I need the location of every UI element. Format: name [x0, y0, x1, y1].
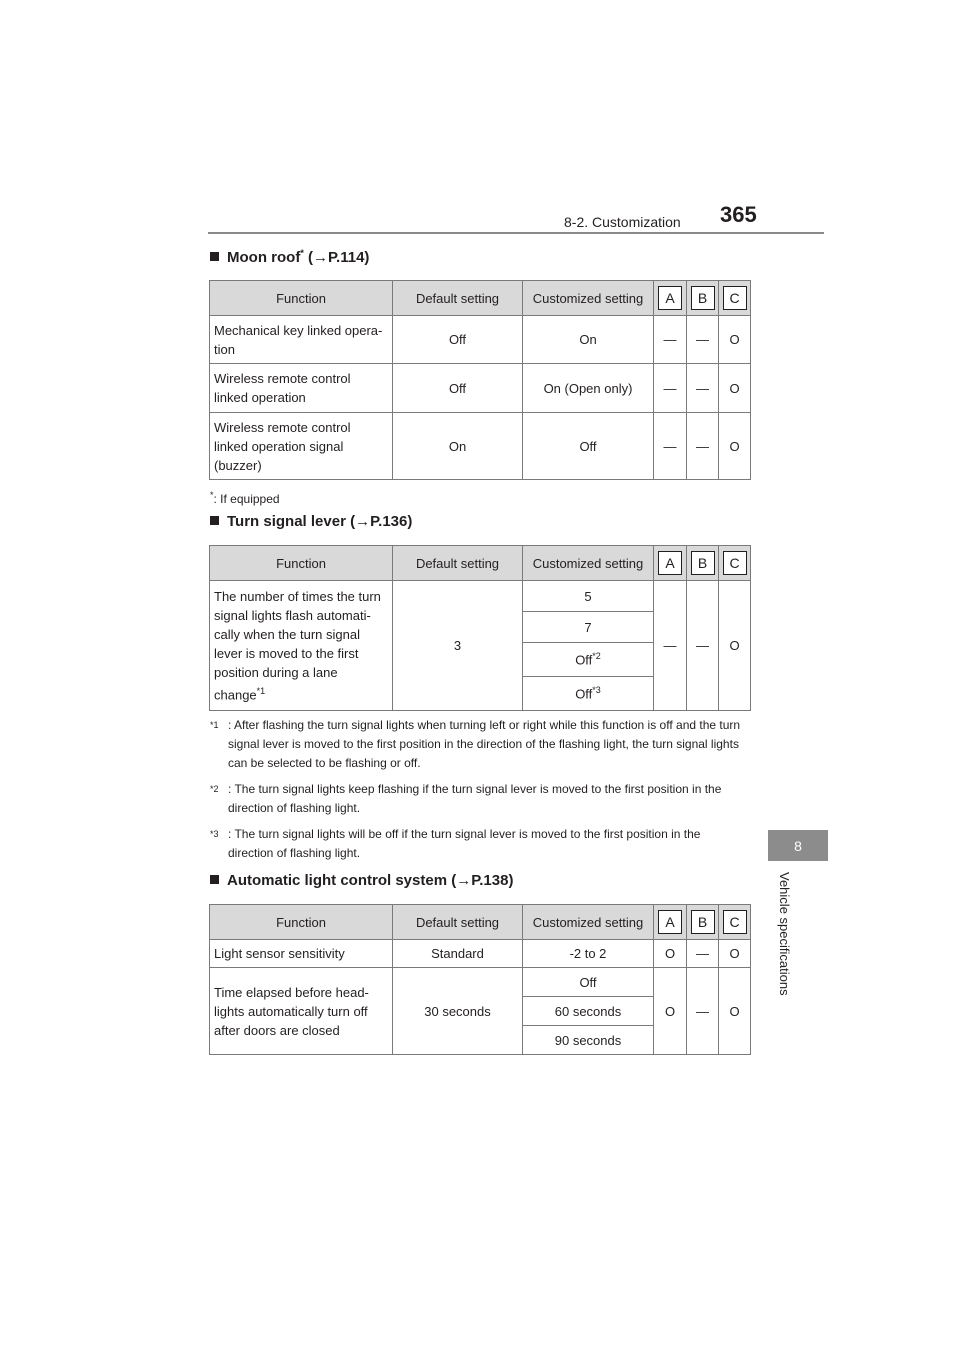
- turn-signal-footnote-3: [210, 825, 750, 863]
- default-cell: Off: [393, 364, 523, 413]
- auto-light-table: [209, 904, 751, 1055]
- customized-cell: On: [523, 316, 654, 364]
- footnote-mark: *3: [210, 829, 219, 839]
- footnote-text: : If equipped: [213, 492, 280, 506]
- footnote-text: : The turn signal lights will be off if the turn signal lever is moved to the first position in the direction of flashing light.: [228, 827, 701, 860]
- b-cell: —: [687, 968, 719, 1055]
- auto-light-title[interactable]: Automatic light control system (→P.138): [227, 872, 514, 889]
- badge-b-icon: B: [691, 551, 715, 575]
- turn-signal-footnote-1: [210, 716, 750, 773]
- function-cell: Light sensor sensitivity: [210, 940, 393, 968]
- badge-a-icon: A: [658, 551, 682, 575]
- moon-roof-title-mark: *: [300, 248, 304, 258]
- function-mark: *1: [256, 685, 266, 696]
- turn-signal-heading: [210, 513, 412, 530]
- header-rule: [208, 232, 824, 234]
- c-header: [719, 546, 751, 581]
- footnote-text: : After flashing the turn signal lights when turning left or right while this function is off and the turn signal lever is moved to the first position in the direction of the flashing light, the turn signal lights can be selected to be flashing or off.: [228, 718, 741, 770]
- b-cell: —: [687, 316, 719, 364]
- b-cell: —: [687, 581, 719, 711]
- a-cell: —: [654, 581, 687, 711]
- table-row: [210, 968, 751, 997]
- table-row: [210, 581, 751, 612]
- option-mark: *3: [592, 685, 601, 696]
- a-header: [654, 546, 687, 581]
- chapter-label: Vehicle specifications: [777, 872, 792, 996]
- c-cell: O: [719, 364, 751, 413]
- default-header: Default setting: [393, 905, 523, 940]
- c-cell: O: [719, 413, 751, 480]
- function-cell: Wireless remote control linked operation: [210, 364, 393, 413]
- moon-roof-footnote: [210, 486, 750, 509]
- function-header: Function: [210, 905, 393, 940]
- chapter-number: 8: [794, 837, 802, 854]
- badge-a-icon: A: [658, 910, 682, 934]
- footnote-mark: *: [210, 490, 214, 500]
- badge-a-icon: A: [658, 286, 682, 310]
- table-row: [210, 316, 751, 364]
- table-row: [210, 940, 751, 968]
- customized-cell: -2 to 2: [523, 940, 654, 968]
- c-cell: O: [719, 581, 751, 711]
- moon-roof-table: [209, 280, 751, 480]
- badge-c-icon: C: [723, 551, 747, 575]
- function-header: Function: [210, 281, 393, 316]
- function-header: Function: [210, 546, 393, 581]
- footnote-text: : The turn signal lights keep flashing if the turn signal lever is moved to the first position in the direction of flashing light.: [228, 782, 722, 815]
- customized-cell: 90 seconds: [523, 1026, 654, 1055]
- table-header-row: [210, 546, 751, 581]
- option-mark: *2: [592, 651, 601, 662]
- default-header: Default setting: [393, 281, 523, 316]
- table-row: [210, 364, 751, 413]
- b-cell: —: [687, 940, 719, 968]
- customized-header: Customized setting: [523, 281, 654, 316]
- table-header-row: [210, 905, 751, 940]
- a-cell: O: [654, 940, 687, 968]
- bullet-square-icon: [210, 516, 219, 525]
- b-header: [687, 905, 719, 940]
- default-cell: Off: [393, 316, 523, 364]
- badge-c-icon: C: [723, 286, 747, 310]
- c-header: [719, 905, 751, 940]
- a-cell: —: [654, 316, 687, 364]
- c-cell: O: [719, 968, 751, 1055]
- function-cell: Wireless remote control linked operation signal (buzzer): [210, 413, 393, 480]
- customized-cell: Off: [523, 968, 654, 997]
- badge-b-icon: B: [691, 286, 715, 310]
- default-cell: On: [393, 413, 523, 480]
- function-cell: Mechanical key linked opera-tion: [210, 316, 393, 364]
- function-cell: Time elapsed before head-lights automatically turn off after doors are closed: [210, 968, 393, 1055]
- default-cell: 3: [393, 581, 523, 711]
- a-cell: O: [654, 968, 687, 1055]
- b-cell: —: [687, 364, 719, 413]
- c-header: [719, 281, 751, 316]
- bullet-square-icon: [210, 875, 219, 884]
- a-cell: —: [654, 364, 687, 413]
- moon-roof-ref[interactable]: (→P.114): [303, 249, 370, 266]
- footnote-mark: *1: [210, 720, 219, 730]
- section-title: 8-2. Customization: [564, 214, 681, 230]
- function-text: The number of times the turn signal lights flash automati-cally when the turn signal lever is moved to the first position during a lane change: [214, 588, 381, 703]
- badge-b-icon: B: [691, 910, 715, 934]
- c-cell: O: [719, 940, 751, 968]
- customized-header: Customized setting: [523, 905, 654, 940]
- customized-cell: 5: [523, 581, 654, 612]
- customized-cell: Off: [523, 413, 654, 480]
- customized-cell: On (Open only): [523, 364, 654, 413]
- page-number: 365: [720, 202, 757, 227]
- b-header: [687, 281, 719, 316]
- default-cell: 30 seconds: [393, 968, 523, 1055]
- a-header: [654, 281, 687, 316]
- c-cell: O: [719, 316, 751, 364]
- turn-signal-footnote-2: [210, 780, 750, 818]
- bullet-square-icon: [210, 252, 219, 261]
- function-cell: [210, 581, 393, 711]
- customized-cell: [523, 643, 654, 677]
- turn-signal-title[interactable]: Turn signal lever (→P.136): [227, 513, 413, 530]
- customized-header: Customized setting: [523, 546, 654, 581]
- customized-cell: 7: [523, 612, 654, 643]
- default-header: Default setting: [393, 546, 523, 581]
- auto-light-heading: [210, 872, 513, 889]
- b-header: [687, 546, 719, 581]
- b-cell: —: [687, 413, 719, 480]
- footnote-mark: *2: [210, 784, 219, 794]
- moon-roof-title: Moon roof: [227, 249, 301, 266]
- moon-roof-heading: [210, 248, 369, 266]
- badge-c-icon: C: [723, 910, 747, 934]
- table-row: [210, 413, 751, 480]
- turn-signal-table: [209, 545, 751, 711]
- default-cell: Standard: [393, 940, 523, 968]
- option-text: Off: [575, 686, 593, 702]
- option-text: Off: [575, 652, 593, 668]
- table-header-row: [210, 281, 751, 316]
- chapter-tab[interactable]: [768, 830, 828, 861]
- customized-cell: [523, 677, 654, 711]
- a-header: [654, 905, 687, 940]
- customized-cell: 60 seconds: [523, 997, 654, 1026]
- a-cell: —: [654, 413, 687, 480]
